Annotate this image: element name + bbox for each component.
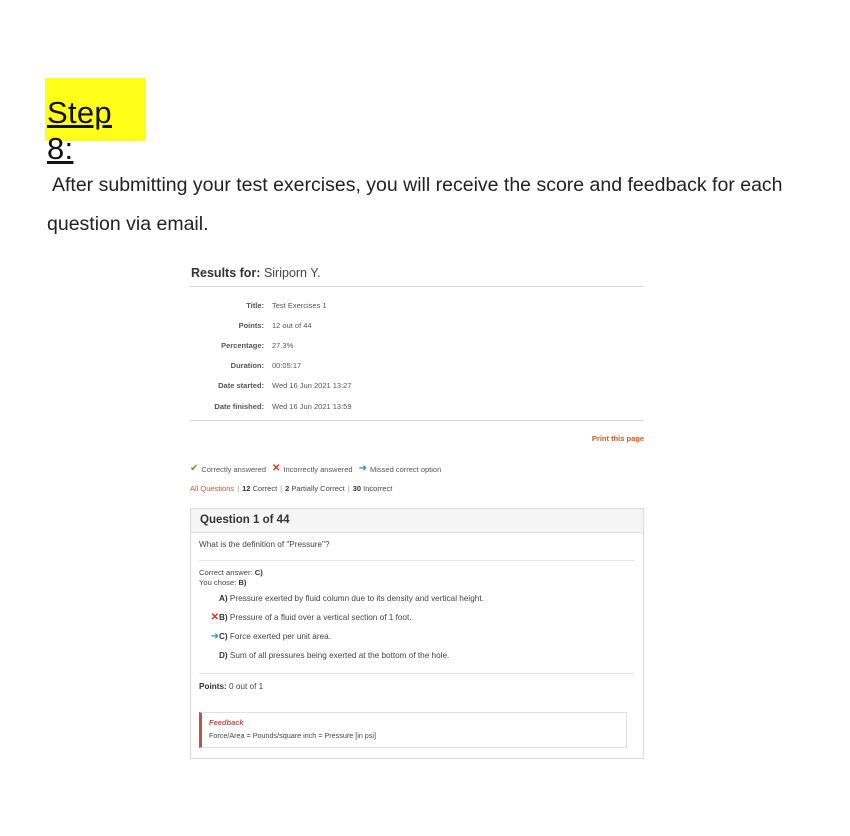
results-meta <box>190 295 644 416</box>
filter-partial-count: 2 <box>285 484 290 494</box>
cross-icon: ✕ <box>272 463 281 475</box>
option-letter: D) <box>219 651 228 661</box>
print-page-link[interactable]: Print this page <box>591 434 644 444</box>
cross-icon: ✕ <box>210 612 219 624</box>
question-filter: All Questions | 12 Correct | 2 Partially Correct | 30 Incorrect <box>190 484 393 494</box>
intro-line-2: question via email. <box>47 213 209 235</box>
filter-correct-count: 12 <box>242 484 251 494</box>
meta-row-percentage <box>190 335 644 355</box>
filter-correct-label: Correct <box>252 484 278 494</box>
question-points <box>199 673 635 691</box>
you-chose-label: You chose: <box>199 577 237 587</box>
meta-label: Title: <box>246 300 264 310</box>
check-icon: ✔ <box>190 463 199 475</box>
points-value: 0 out of 1 <box>229 682 264 692</box>
question-card <box>190 508 644 759</box>
filter-incorrect-label: Incorrect <box>363 484 393 494</box>
option-text: Pressure of a fluid over a vertical section of 1 foot. <box>229 613 412 623</box>
step-heading-text: Step 8: <box>47 95 112 166</box>
meta-label: Percentage: <box>221 340 264 350</box>
option-text: Sum of all pressures being exerted at the bottom of the hole. <box>229 651 450 661</box>
meta-label: Date finished: <box>214 401 264 411</box>
arrow-right-icon: ➜ <box>358 463 367 475</box>
meta-value: Test Exercises 1 <box>272 300 327 310</box>
answer-summary <box>199 568 635 587</box>
meta-row-points <box>190 315 644 335</box>
results-for-label: Results for: <box>191 266 261 280</box>
answer-options <box>199 589 635 665</box>
results-header <box>190 262 644 287</box>
option-letter: B) <box>219 613 228 623</box>
filter-all-questions[interactable]: All Questions <box>190 484 235 494</box>
arrow-right-icon: ➜ <box>210 631 219 643</box>
legend-incorrect <box>272 464 353 474</box>
filter-incorrect[interactable] <box>353 484 393 493</box>
meta-row-date-finished <box>190 396 644 416</box>
points-label: Points: <box>199 682 227 692</box>
meta-value: 12 out of 44 <box>272 320 312 330</box>
filter-incorrect-count: 30 <box>352 484 362 494</box>
results-panel <box>190 262 644 759</box>
option-text: Force exerted per unit area. <box>229 632 331 642</box>
legend-correct <box>190 464 266 474</box>
question-body <box>191 533 643 701</box>
meta-row-duration <box>190 356 644 376</box>
meta-value: 27.3% <box>272 340 294 350</box>
option-d <box>199 646 635 665</box>
feedback-text: Force/Area = Pounds/square inch = Pressure [in psi] <box>209 731 376 741</box>
legend-missed <box>359 464 442 474</box>
feedback-box <box>199 712 627 748</box>
meta-row-date-started <box>190 376 644 396</box>
option-letter: C) <box>219 632 228 642</box>
intro-line-1: After submitting your test exercises, you will receive the score and feedback for each <box>52 174 783 196</box>
legend-incorrect-label: Incorrectly answered <box>283 464 353 474</box>
student-name: Siriporn Y. <box>263 266 321 280</box>
correct-answer-value: C) <box>254 568 263 578</box>
option-a <box>199 589 635 608</box>
option-b <box>199 608 635 627</box>
question-header: Question 1 of 44 <box>191 509 643 533</box>
print-row <box>190 420 644 448</box>
meta-value: Wed 16 Jun 2021 13:27 <box>272 381 352 391</box>
correct-answer-label: Correct answer: <box>199 568 253 578</box>
meta-label: Date started: <box>218 381 264 391</box>
filter-correct[interactable] <box>242 484 277 493</box>
question-text: What is the definition of "Pressure"? <box>199 533 635 561</box>
meta-value: 00:05:17 <box>272 361 302 371</box>
legend-correct-label: Correctly answered <box>201 464 266 474</box>
option-c <box>199 627 635 646</box>
intro-paragraph <box>47 166 847 244</box>
legend-missed-label: Missed correct option <box>369 464 442 474</box>
meta-label: Duration: <box>230 361 264 371</box>
meta-row-title <box>190 295 644 315</box>
step-heading <box>45 78 146 166</box>
meta-value: Wed 16 Jun 2021 13:59 <box>272 401 352 411</box>
you-chose-value: B) <box>238 577 247 587</box>
filter-partially-correct[interactable] <box>285 484 345 493</box>
option-text: Pressure exerted by fluid column due to its density and vertical height. <box>229 594 484 604</box>
answer-legend <box>190 464 644 474</box>
meta-label: Points: <box>238 320 264 330</box>
option-letter: A) <box>219 594 228 604</box>
feedback-title: Feedback <box>209 718 244 728</box>
filter-partial-label: Partially Correct <box>291 484 345 494</box>
